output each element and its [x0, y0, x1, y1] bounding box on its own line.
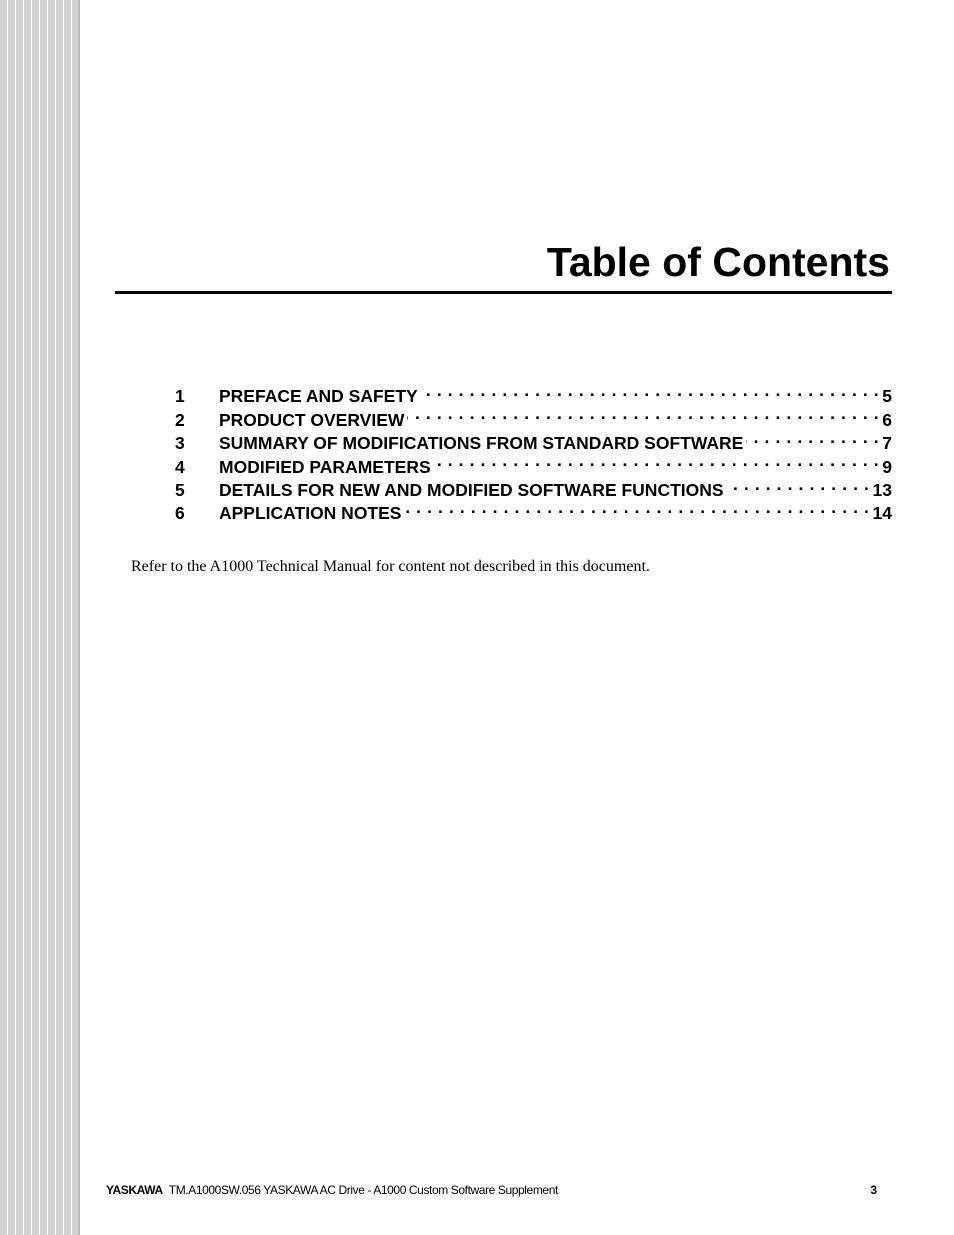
reference-note: Refer to the A1000 Technical Manual for content not described in this document. [131, 558, 650, 575]
footer-document-title: TM.A1000SW.056 YASKAWA AC Drive - A1000 Custom Software Supplement [168, 1183, 558, 1197]
toc-entry-title: DETAILS FOR NEW AND MODIFIED SOFTWARE FUNCTIONS [219, 479, 724, 500]
toc-entry-number: 3 [175, 433, 185, 454]
toc-entry-title: SUMMARY OF MODIFICATIONS FROM STANDARD SOFTWARE [219, 433, 744, 454]
toc-entry-page: 5 [882, 386, 892, 407]
toc-entry-number: 5 [175, 479, 185, 500]
page-title: Table of Contents [546, 239, 890, 285]
toc-entry-page: 13 [872, 479, 892, 500]
toc-dot-leader [746, 426, 879, 449]
toc-entry-title: MODIFIED PARAMETERS [219, 456, 431, 477]
toc-entry-number: 4 [175, 456, 185, 477]
toc-entry-title: PRODUCT OVERVIEW [219, 409, 405, 430]
toc-entry-page: 9 [882, 456, 892, 477]
toc-entry-page: 14 [872, 503, 892, 524]
footer-page-number: 3 [870, 1183, 877, 1197]
footer-brand: YASKAWA [106, 1183, 163, 1197]
toc-entry-page: 7 [882, 433, 892, 454]
toc-entry-number: 2 [175, 409, 185, 430]
page-footer [106, 1182, 877, 1198]
toc-entry-number: 1 [175, 386, 185, 407]
toc-dot-leader [434, 449, 880, 472]
side-stripe-edge [78, 0, 80, 1235]
toc-dot-leader [407, 402, 879, 425]
toc-dot-leader [404, 496, 869, 519]
toc-dot-leader [421, 379, 880, 402]
toc-entry-page: 6 [882, 409, 892, 430]
toc-entry-1[interactable] [175, 379, 892, 407]
toc-entry-title: APPLICATION NOTES [219, 503, 402, 524]
toc-entry-number: 6 [175, 503, 185, 524]
toc-entry-title: PREFACE AND SAFETY [219, 386, 418, 407]
title-rule [115, 291, 892, 294]
toc-dot-leader [727, 473, 870, 496]
table-of-contents [175, 379, 892, 524]
side-stripe-decoration [0, 0, 80, 1235]
